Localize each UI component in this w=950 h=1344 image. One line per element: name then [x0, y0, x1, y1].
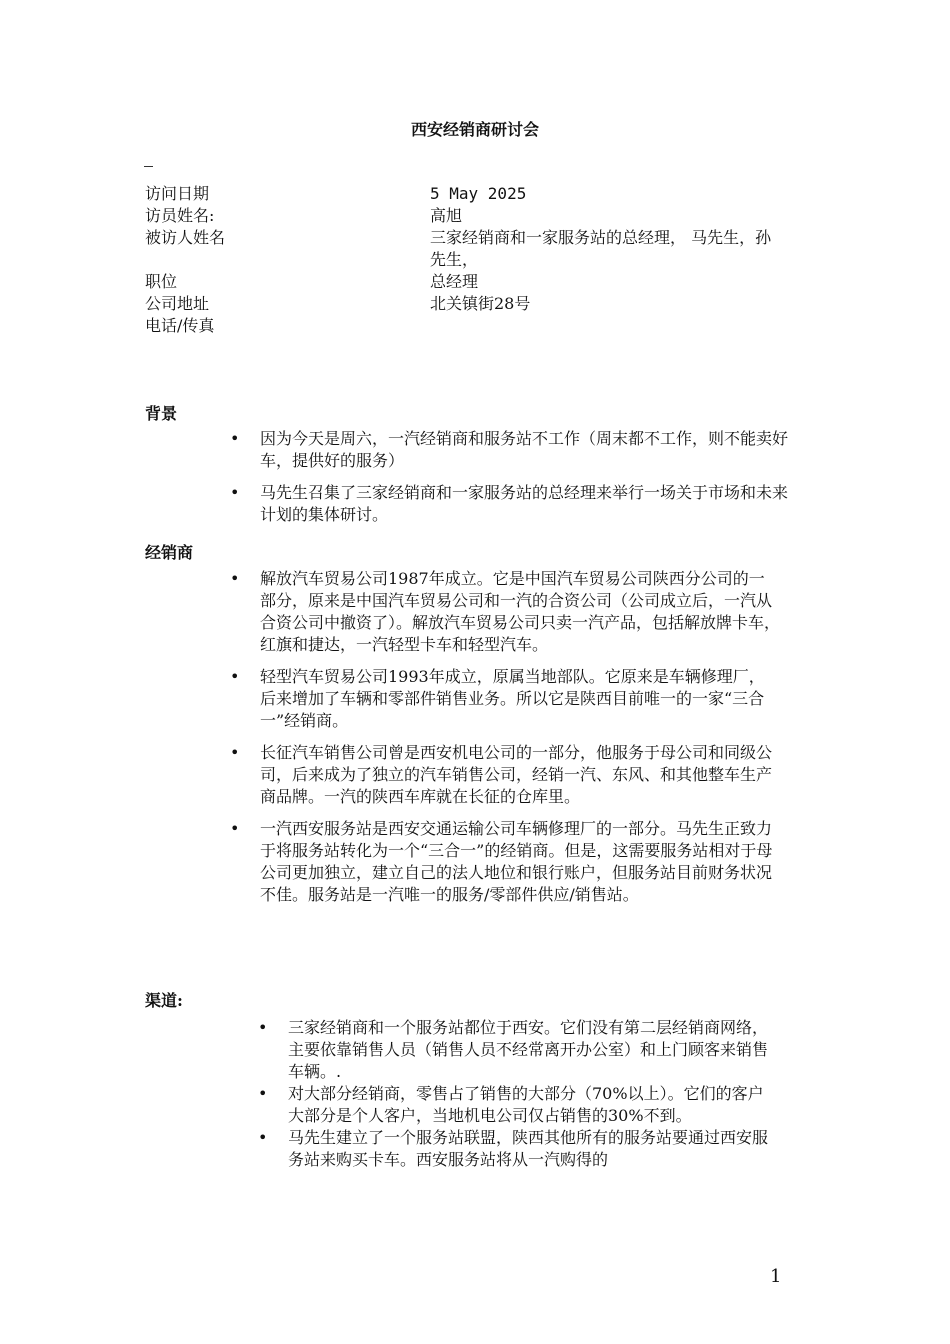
list-item: • 马先生召集了三家经销商和一家服务站的总经理来举行一场关于市场和未来计划的集体研讨。 [230, 482, 792, 526]
section-heading-dealers: 经销商 [145, 543, 194, 562]
list-item: • 因为今天是周六，一汽经销商和服务站不工作（周末都不工作，则不能卖好车，提供好的服务） [230, 428, 792, 472]
info-value: 北关镇街28号 [430, 294, 531, 313]
info-label: 电话/传真 [145, 316, 215, 335]
list-item: • 轻型汽车贸易公司1993年成立，原属当地部队。它原来是车辆修理厂，后来增加了车辆和零部件销售业务。所以它是陕西目前唯一的一家“三合一”经销商。 [230, 666, 780, 732]
list-item: • 三家经销商和一个服务站都位于西安。它们没有第二层经销商网络，主要依靠销售人员（销售人员不经常离开办公室）和上门顾客来销售车辆。. [258, 1017, 778, 1083]
info-value: 总经理 [430, 272, 479, 291]
background-list [230, 428, 792, 526]
info-label: 访问日期 [145, 184, 210, 203]
section-heading-background: 背景 [145, 404, 178, 423]
section-heading-channels: 渠道: [145, 991, 183, 1010]
info-value: 5 May 2025 [430, 184, 527, 203]
info-row-position [145, 271, 785, 293]
info-row-phone [145, 315, 785, 337]
info-value: 三家经销商和一家服务站的总经理， 马先生，孙先生， [430, 228, 772, 269]
list-item: • 对大部分经销商，零售占了销售的大部分（70%以上）。它们的客户大部分是个人客户，当地机电公司仅占销售的30%不到。 [258, 1083, 778, 1127]
list-item: • 一汽西安服务站是西安交通运输公司车辆修理厂的一部分。马先生正致力于将服务站转化为一个“三合一”的经销商。但是，这需要服务站相对于母公司更加独立，建立自己的法人地位和银行账户，但服务站目前财务状况不佳。服务站是一汽唯一的服务/零部件供应/销售站。 [230, 818, 780, 906]
info-label: 被访人姓名 [145, 228, 226, 247]
info-label: 公司地址 [145, 294, 210, 313]
info-label: 职位 [145, 272, 178, 291]
info-value: 高旭 [430, 206, 463, 225]
interview-info [145, 183, 785, 337]
info-label: 访员姓名: [145, 206, 215, 225]
info-row-date [145, 183, 785, 205]
list-item: • 长征汽车销售公司曾是西安机电公司的一部分，他服务于母公司和同级公司，后来成为了独立的汽车销售公司，经销一汽、东风、和其他整车生产商品牌。一汽的陕西车库就在长征的仓库里。 [230, 742, 780, 808]
dealers-list [230, 568, 780, 906]
info-row-interviewer [145, 205, 785, 227]
info-value [430, 315, 785, 337]
info-row-address [145, 293, 785, 315]
list-item: • 解放汽车贸易公司1987年成立。它是中国汽车贸易公司陕西分公司的一部分，原来是中国汽车贸易公司和一汽的合资公司（公司成立后，一汽从合资公司中撤资了）。解放汽车贸易公司只卖一汽产品，包括解放牌卡车，红旗和捷达，一汽轻型卡车和轻型汽车。 [230, 568, 780, 656]
list-item: • 马先生建立了一个服务站联盟，陕西其他所有的服务站要通过西安服务站来购买卡车。西安服务站将从一汽购得的 [258, 1127, 778, 1171]
cursor-mark [144, 166, 153, 167]
info-row-interviewee [145, 227, 785, 271]
page-number: 1 [770, 1266, 782, 1287]
document-title: 西安经销商研讨会 [410, 120, 539, 139]
channels-list [258, 1017, 778, 1171]
